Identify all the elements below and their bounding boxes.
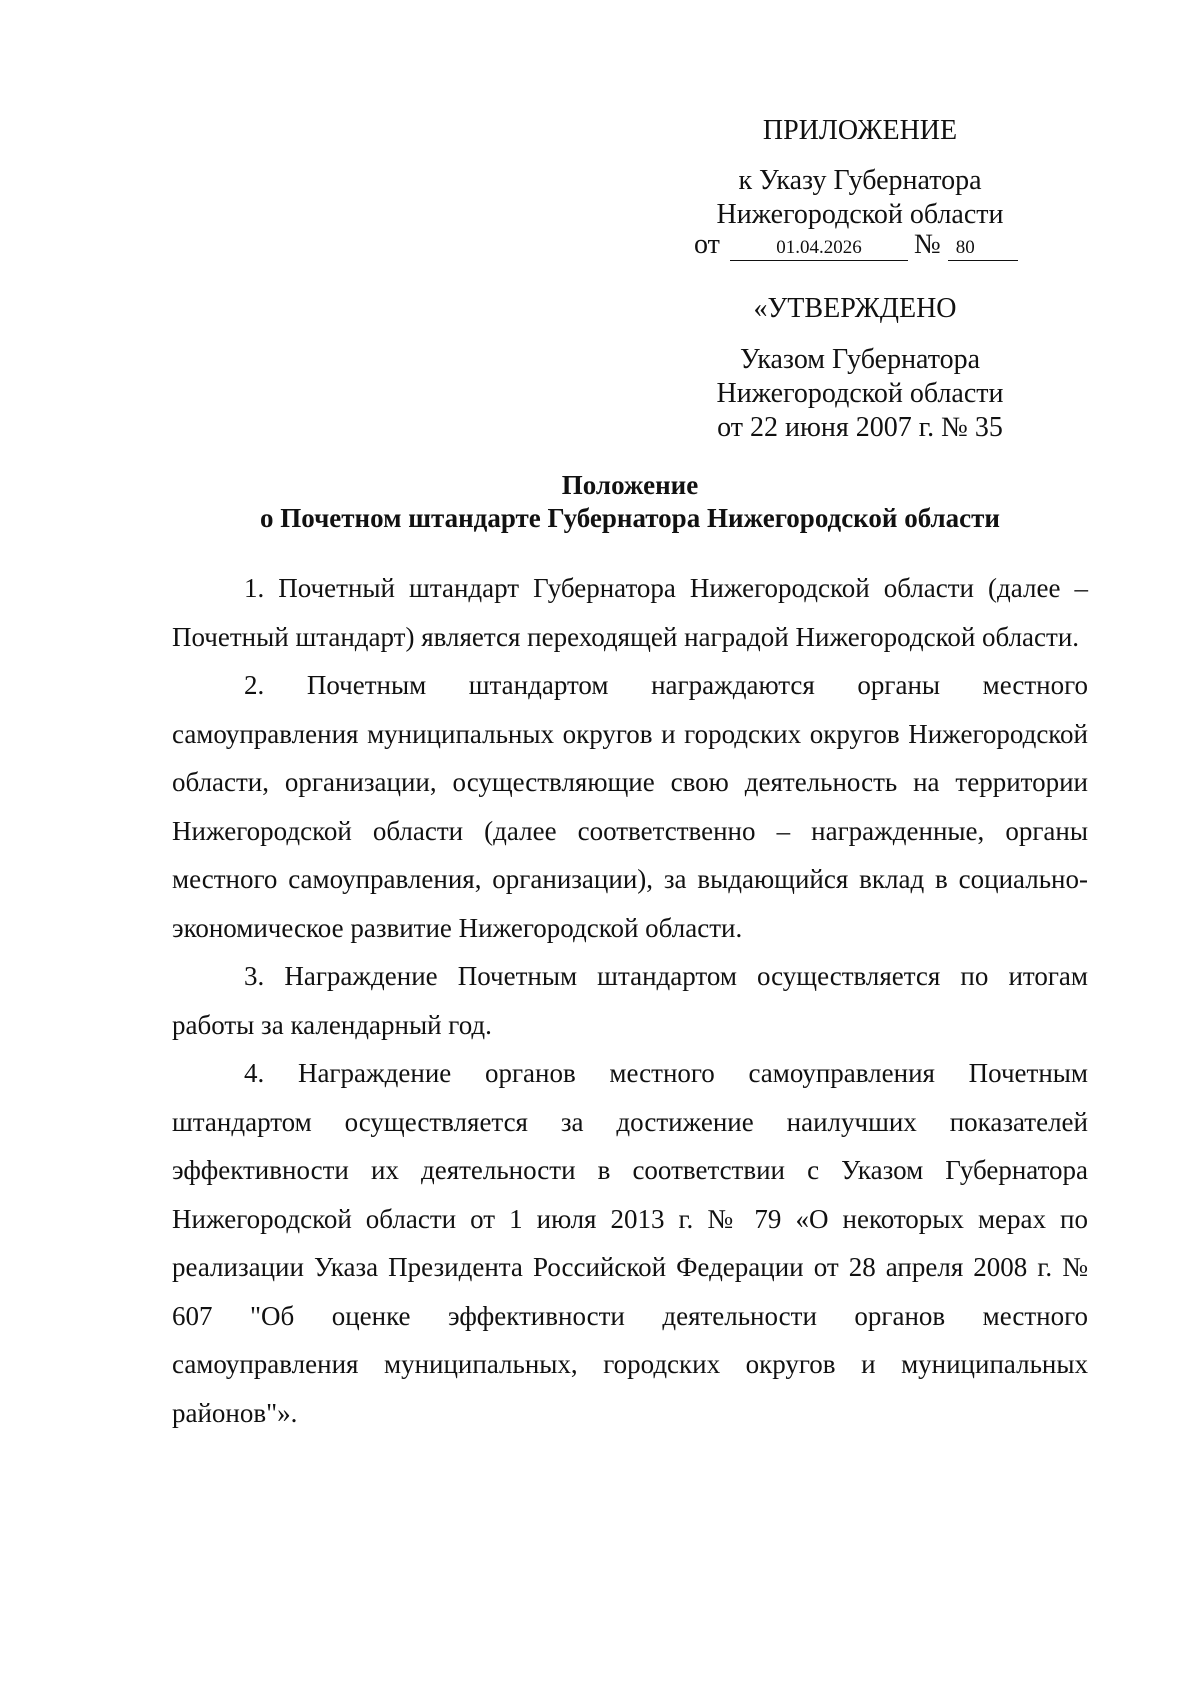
document-title-line2: о Почетном штандарте Губернатора Нижегородской области: [260, 503, 1000, 533]
paragraph-4: 4. Награждение органов местного самоуправления Почетным штандартом осуществляется за достижение наилучших показателей эффективности их деятельности в соответствии с Указом Губернатора Нижегородской области от 1 июля 2013 г. № 79 «О некоторых мерах по реализации Указа Президента Российской Федерации от 28 апреля 2008 г. № 607 "Об оценке эффективности деятельности органов местного самоуправления муниципальных, городских округов и муниципальных районов"».: [172, 1058, 1088, 1428]
approved-line-date: от 22 июня 2007 г. № 35: [717, 412, 1003, 443]
appendix-reference: [690, 164, 1030, 232]
decree-date-number-line: [694, 228, 1034, 262]
paragraph-2: 2. Почетным штандартом награждаются органы местного самоуправления муниципальных округов и городских округов Нижегородской области, организации, осуществляющие свою деятельность на территории Нижегородской области (далее соответственно – награжденные, органы местного самоуправления, организации), за выдающийся вклад в социально-экономическое развитие Нижегородской области.: [172, 670, 1088, 943]
document-title: [0, 469, 1200, 535]
document-title-line1: Положение: [561, 470, 699, 500]
decree-number: 80: [948, 236, 1018, 261]
number-sign: №: [914, 229, 941, 260]
appendix-title: ПРИЛОЖЕНИЕ: [762, 115, 958, 146]
decree-date: 01.04.2026: [730, 236, 908, 261]
approved-reference: [690, 343, 1030, 445]
approved-line-decree: Указом Губернатора: [739, 344, 981, 375]
approved-title: «УТВЕРЖДЕНО: [753, 293, 957, 324]
from-label: от: [694, 229, 720, 260]
appendix-line-region: Нижегородской области: [716, 199, 1004, 230]
paragraph-3: 3. Награждение Почетным штандартом осуществляется по итогам работы за календарный год.: [172, 961, 1088, 1040]
appendix-line-decree: к Указу Губернатора: [738, 165, 982, 196]
document-body: [172, 564, 1088, 1437]
approved-line-region: Нижегородской области: [716, 378, 1004, 409]
paragraph-1: 1. Почетный штандарт Губернатора Нижегородской области (далее – Почетный штандарт) является переходящей наградой Нижегородской области.: [172, 573, 1088, 652]
